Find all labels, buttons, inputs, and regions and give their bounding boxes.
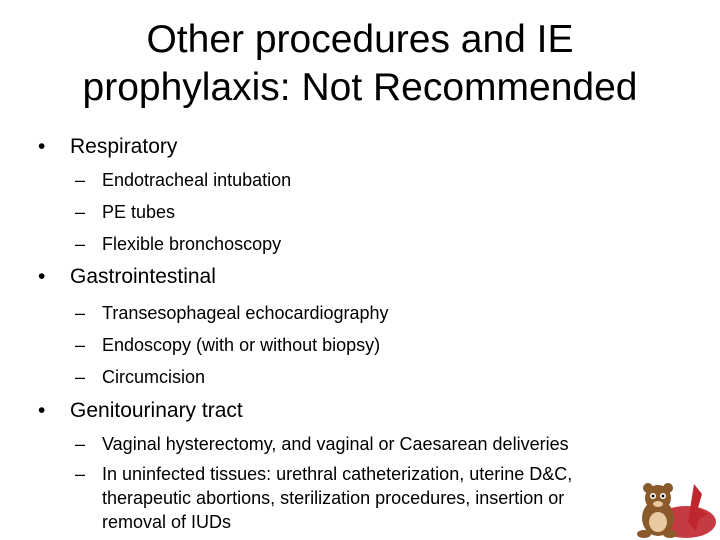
list-item [75, 334, 380, 356]
list-item-text: Endotracheal intubation [102, 170, 292, 190]
list-item-text: Vaginal hysterectomy, and vaginal or Caesarean deliveries [102, 434, 569, 454]
bullet-glyph: • [38, 399, 46, 422]
bullet-gastrointestinal [38, 264, 216, 290]
dash-glyph: – [75, 170, 86, 190]
list-item-text: In uninfected tissues: urethral catheterization, uterine D&C, [102, 464, 573, 484]
list-item-text: Transesophageal echocardiography [102, 303, 389, 323]
list-item-text: Circumcision [102, 367, 206, 387]
dash-glyph: – [75, 202, 86, 222]
dash-glyph: – [75, 367, 86, 387]
bullet-glyph: • [38, 135, 46, 158]
section-heading: Gastrointestinal [70, 265, 216, 288]
bullet-respiratory [38, 134, 177, 160]
bullet-glyph: • [38, 265, 46, 288]
dash-glyph: – [75, 303, 86, 323]
list-item [75, 433, 569, 455]
dash-glyph: – [75, 464, 86, 484]
title-line-2: prophylaxis: Not Recommended [82, 66, 638, 109]
list-item [75, 302, 389, 324]
list-item-continuation: removal of IUDs [102, 512, 232, 532]
list-item-text: Endoscopy (with or without biopsy) [102, 335, 381, 355]
cartoon-mascot-icon [636, 478, 718, 540]
dash-glyph: – [75, 335, 86, 355]
section-heading: Genitourinary tract [70, 399, 243, 422]
list-item-continuation: therapeutic abortions, sterilization procedures, insertion or [102, 488, 565, 508]
list-item [75, 233, 281, 255]
list-item-text: Flexible bronchoscopy [102, 234, 282, 254]
list-item [75, 463, 572, 485]
list-item-text: PE tubes [102, 202, 176, 222]
list-item [75, 169, 291, 191]
dash-glyph: – [75, 234, 86, 254]
section-heading: Respiratory [70, 135, 178, 158]
list-item [75, 366, 205, 388]
bullet-genitourinary [38, 398, 243, 424]
title-line-1: Other procedures and IE [146, 18, 574, 61]
dash-glyph: – [75, 434, 86, 454]
list-item [75, 201, 175, 223]
